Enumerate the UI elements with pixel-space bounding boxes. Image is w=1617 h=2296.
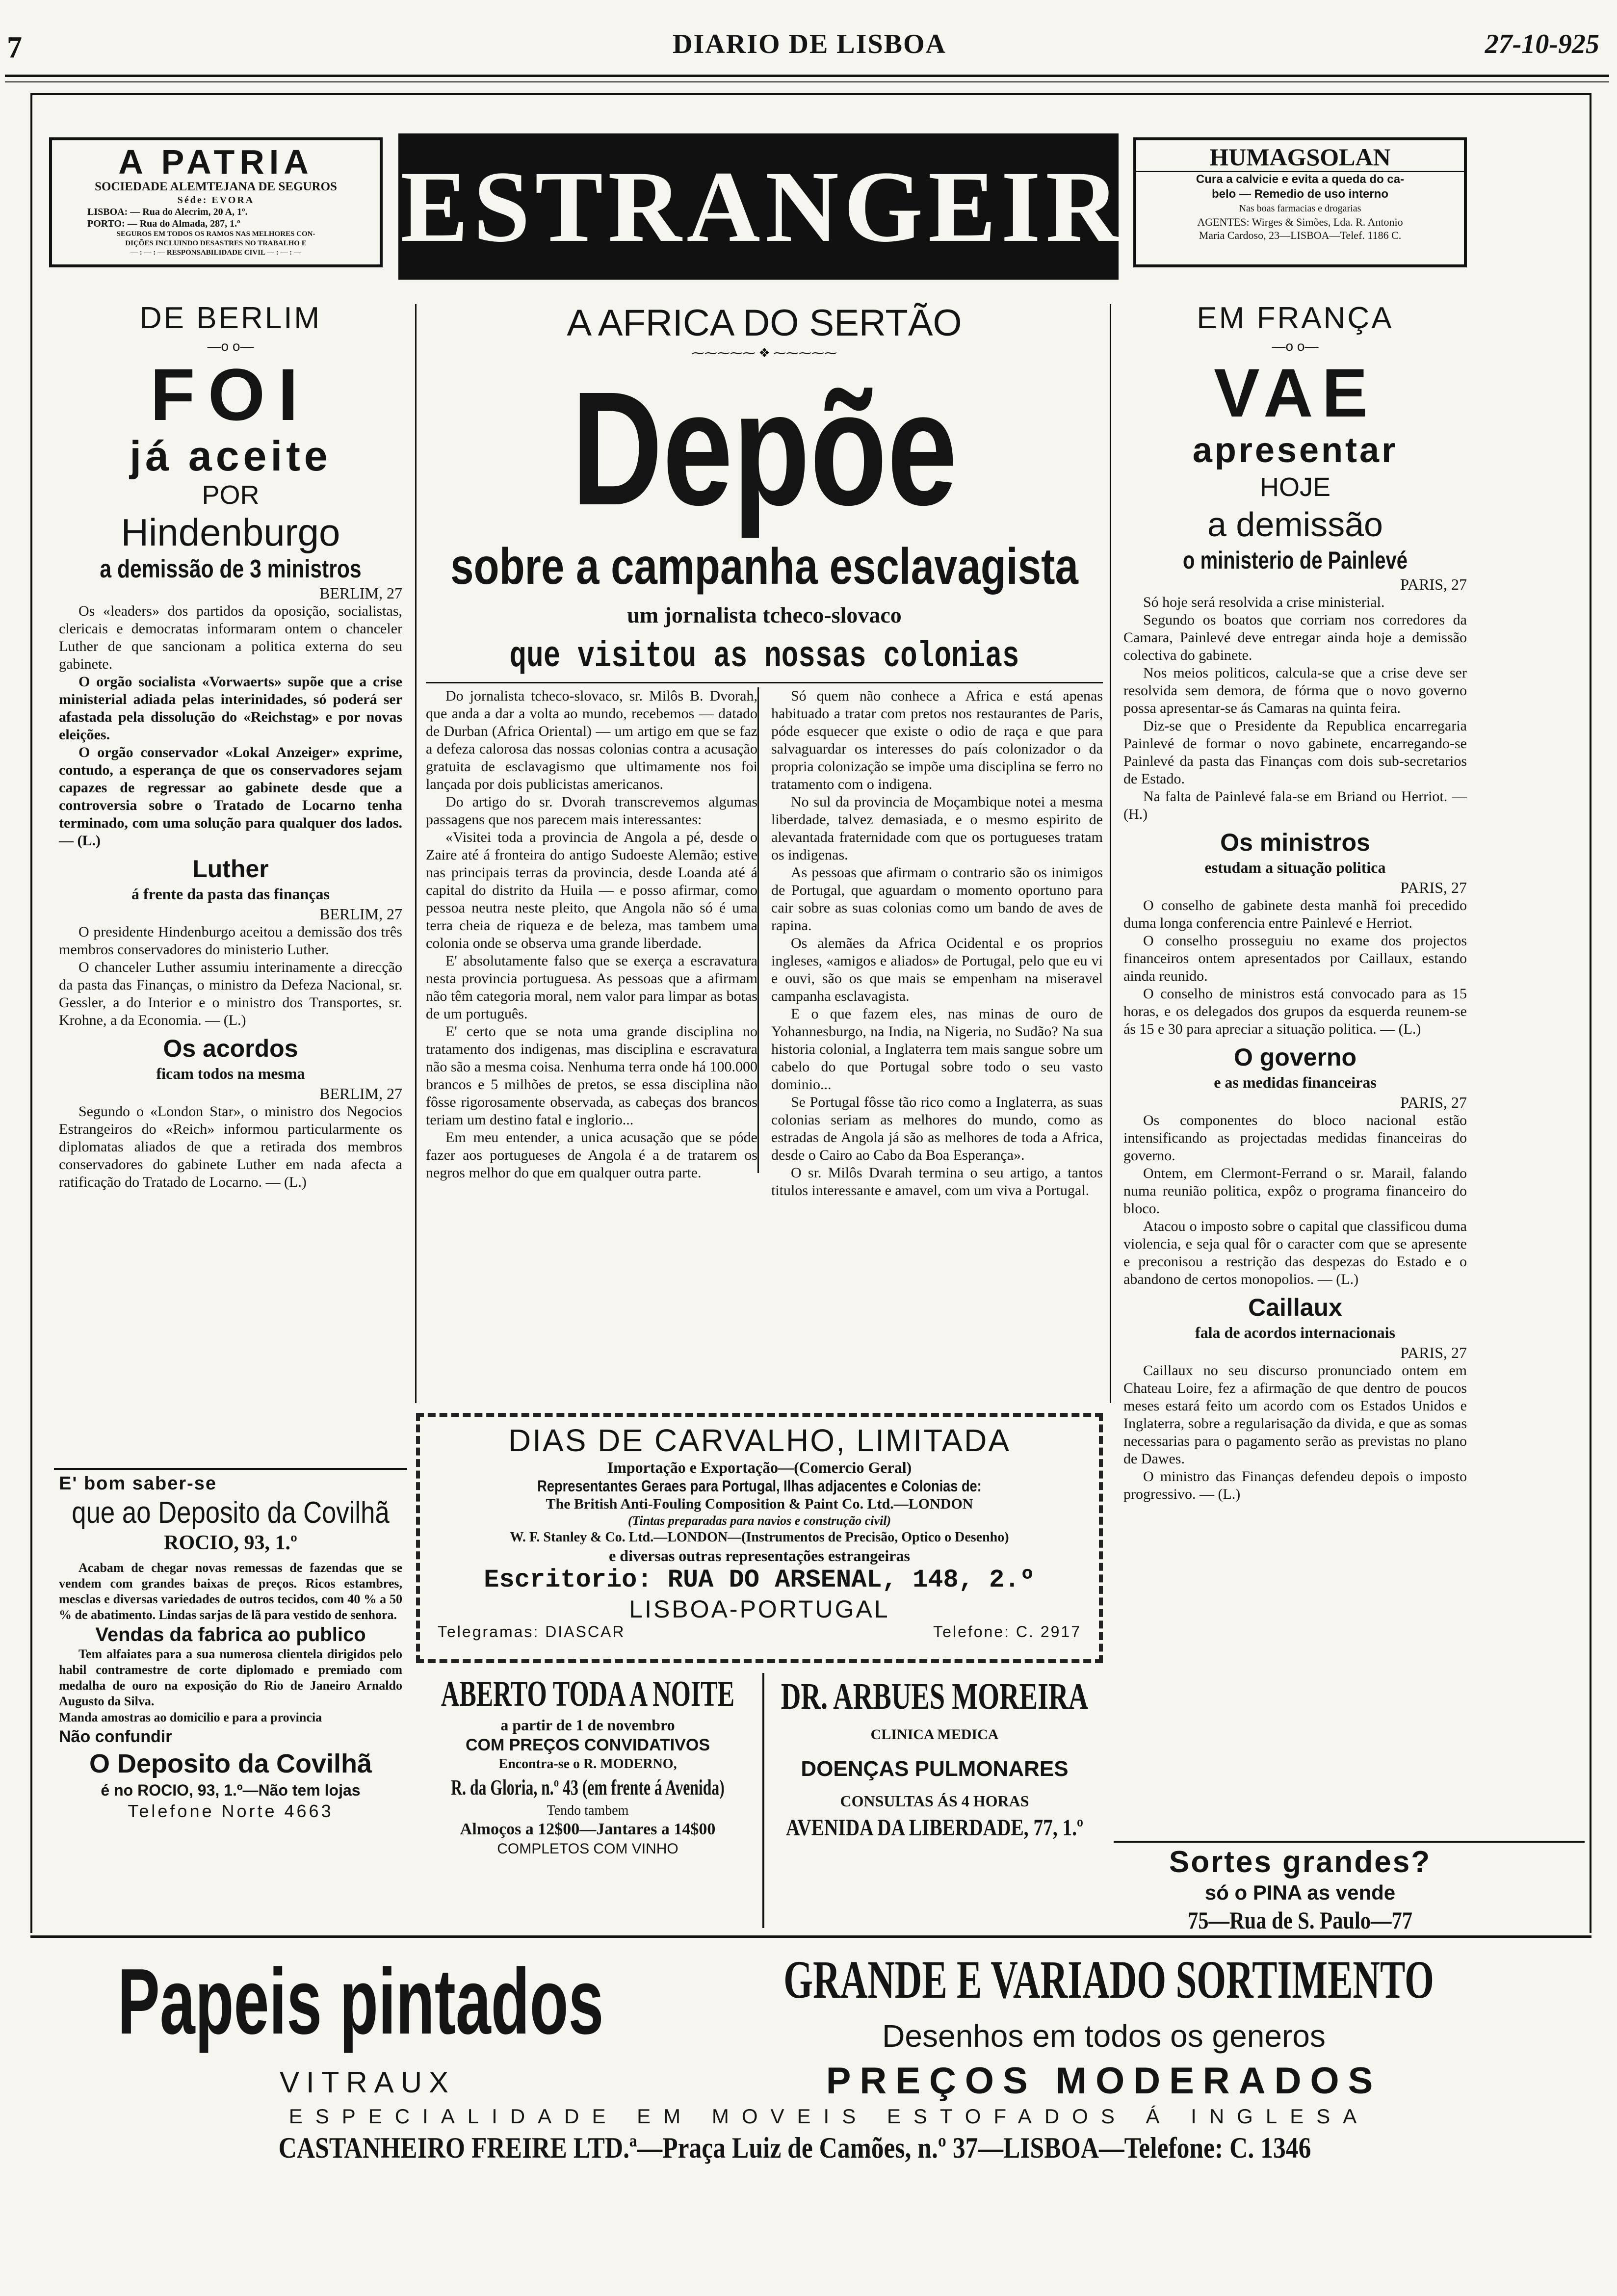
left-para-6: Segundo o «London Star», o ministro dos Negocios Estrangeiros do «Reich» informou particularmente os diplomatas aliados de que a retirada dos membros conservadores do gabinete Luther em nada afecta a ratificação do Tratado de Locarno. — (L.) — [59, 1103, 402, 1190]
right-para-3: Nos meios politicos, calcula-se que a crise deve ser resolvida sem demora, de fórma que o novo governo possa apresentar-se ás Camaras na quinta feira. — [1123, 665, 1467, 716]
newspaper-title: DIARIO DE LISBOA — [673, 29, 946, 59]
right-para-2: Segundo os boatos que corriam nos corredores da Camara, Painlevé deve entregar ainda hoje a demissão colectiva do gabinete. — [1123, 612, 1467, 663]
left-dateline-3: BERLIM, 27 — [319, 1085, 402, 1102]
left-article — [59, 300, 402, 1191]
ad-humagsolan-line5: Maria Cardoso, 23—LISBOA—Telef. 1186 C. — [1199, 229, 1402, 241]
left-para-4: O presidente Hindenburgo aceitou a demissão dos três membros conservadores do ministerio Luther. — [59, 924, 402, 958]
left-sub-2b: ficam todos na mesma — [156, 1065, 305, 1082]
ad-arbues-line2: DOENÇAS PULMONARES — [801, 1757, 1069, 1781]
frame-top — [30, 93, 1591, 95]
right-sub-1: Os ministros — [1220, 829, 1370, 856]
left-para-1: Os «leaders» dos partidos da oposição, socialistas, clericais e democratas informaram ontem o chanceler Luther de que sancionam a politica externa do seu gabinete. — [59, 603, 402, 672]
ad-covilha — [59, 1472, 402, 1822]
right-para-9: Os componentes do bloco nacional estão intensificando as projectadas medidas financeiras do governo. — [1123, 1112, 1467, 1164]
ad-covilha-line3: Vendas da fabrica ao publico — [95, 1624, 366, 1645]
ad-noite-title: ABERTO TODA A NOITE — [441, 1674, 735, 1714]
sortes-divider — [1114, 1841, 1585, 1843]
ad-humagsolan — [1133, 137, 1467, 267]
center-paragraph: Do artigo do sr. Dvorah transcrevemos algumas passagens que nos parecem mais interessantes: — [426, 794, 757, 828]
right-dateline-4: PARIS, 27 — [1400, 1344, 1467, 1361]
right-para-5: Na falta de Painlevé fala-se em Briand ou Herriot. — (H.) — [1123, 788, 1467, 822]
right-headline-3: HOJE — [1259, 472, 1331, 502]
right-sub-2b: e as medidas financeiras — [1214, 1073, 1377, 1091]
right-ornament: —o o— — [1272, 339, 1319, 354]
center-paragraph: Só quem não conhece a Africa e está apenas habituado a tratar com pretos nos restaurantes de Paris, póde esquecer que existe o odio de raça e que para salvaguardar os interesses do país colonizador o da propria colonização se impõe uma disciplina se ferro no tratamento com o indigena. — [771, 688, 1103, 792]
right-para-8: O conselho de ministros está convocado para as 15 horas, e os delegados dos grupos da esquerda reunem-se ás 15 e 30 para apreciar a situação politica. — (L.) — [1123, 986, 1467, 1037]
ad-bottom — [34, 1943, 1590, 2286]
center-paragraph: Os alemães da Africa Ocidental e os proprios ingleses, «amigos e aliados» de Portugal, pelo que eu vi e ouvi, são os que mais se empenham na miseravel campanha esclavagista. — [771, 935, 1103, 1004]
ad-humagsolan-line2: belo — Remedio de uso interno — [1211, 187, 1389, 201]
ad-covilha-body-1 — [59, 1560, 402, 1623]
right-para-10: Ontem, em Clermont-Ferrand o sr. Marail, falando numa reunião politica, expôz o programa financeiro do bloco. — [1123, 1165, 1467, 1217]
ad-covilha-line2: ROCIO, 93, 1.º — [164, 1532, 297, 1554]
ad-carvalho — [416, 1413, 1103, 1663]
left-para-3: O orgão conservador «Lokal Anzeiger» exprime, contudo, a esperança de que os conservadores sejam capazes de regressar ao gabinete desde que a controversia sobre o Tratado de Locarno tenha terminado, com uma solução para qualquer dos lados. — (L.) — [59, 744, 402, 849]
left-headline-5: a demissão de 3 ministros — [100, 555, 362, 583]
section-title: ESTRANGEIRO — [400, 150, 1209, 263]
ad-covilha-line1: que ao Deposito da Covilhã — [72, 1496, 390, 1530]
ad-carvalho-border-bottom — [416, 1659, 1103, 1663]
ad-patria — [49, 137, 383, 267]
center-headline: Depõe — [571, 358, 958, 539]
left-sub-2: Os acordos — [163, 1035, 298, 1062]
ad-covilha-line8: Telefone Norte 4663 — [128, 1801, 334, 1821]
bottom-ad-rule — [30, 1935, 1591, 1938]
center-deck-rule — [426, 682, 1103, 683]
right-para-6: O conselho de gabinete desta manhã foi precedido duma longa conferencia entre Painlevé e Herriot. — [1123, 897, 1467, 931]
left-kicker: DE BERLIM — [139, 301, 322, 335]
ad-carvalho-line4: (Tintas preparadas para navios e construção civil) — [627, 1513, 891, 1528]
ad-patria-porto: PORTO: — Rua do Almada, 287, 1.º — [87, 218, 240, 229]
right-para-12: Caillaux no seu discurso pronunciado ontem em Chateau Loire, fez a afirmação de que dentro de poucos meses estará feito um acordo com os Estados Unidos e Inglaterra, sobre a regularisação da divida, e que as somas necessarias para o pagamento serão as previstas no plano de Dawes. — [1123, 1362, 1467, 1467]
ad-covilha-line7: é no ROCIO, 93, 1.º—Não tem lojas — [101, 1781, 361, 1799]
ad-patria-lisboa: LISBOA: — Rua do Alecrim, 20 A, 1º. — [87, 207, 248, 217]
ad-noite — [416, 1673, 759, 1928]
left-sub-1: Luther — [192, 855, 269, 883]
right-dateline-1: PARIS, 27 — [1400, 575, 1467, 593]
ad-arbues-line4: AVENIDA DA LIBERDADE, 77, 1.º — [785, 1815, 1084, 1841]
ad-humagsolan-line1: Cura a calvicie e evita a queda do ca- — [1196, 173, 1405, 186]
right-para-11: Atacou o imposto sobre o capital que classificou duma violencia, e seja qual fôr o caracter com que se apresente e preconisou a restrição das despezas do Estado e o abandono de certos monopolios. — (L.) — [1123, 1218, 1467, 1287]
right-dateline-2: PARIS, 27 — [1400, 879, 1467, 896]
ad-carvalho-border-left — [416, 1413, 420, 1663]
ad-bottom-line2: ESPECIALIDADE EM MOVEIS ESTOFADOS Á INGLESA — [288, 2105, 1370, 2128]
left-body-2 — [59, 923, 402, 1029]
center-article — [426, 300, 1103, 1200]
ad-bottom-precos: PREÇOS MODERADOS — [826, 2060, 1382, 2102]
center-paragraph: No sul da provincia de Moçambique notei a mesma liberdade, talvez demasiada, e o mesmo espirito de alevantada fraternidade com que os portugueses tratam os indigenas. — [771, 794, 1103, 863]
ad-arbues — [765, 1673, 1104, 1928]
ad-carvalho-border-right — [1099, 1413, 1103, 1663]
ad-humagsolan-line3: Nas boas farmacias e drogarias — [1239, 203, 1361, 214]
ad-arbues-line3: CONSULTAS ÁS 4 HORAS — [840, 1792, 1029, 1810]
masthead-rule-thin — [5, 81, 1609, 82]
ad-covilha-line5: Não confundir — [59, 1727, 172, 1746]
ad-covilha-para-1: Acabam de chegar novas remessas de fazendas que se vendem com grandes baixas de preços. Ricos estambres, mesclas e diversas variedades de outros tecidos, com 40 % a 50 % de abatimento. Lindas sarjas de lã para vestido de senhora. — [59, 1561, 402, 1622]
ad-sortes — [1114, 1845, 1487, 1935]
ad-bottom-right-big: GRANDE E VARIADO SORTIMENTO — [783, 1950, 1434, 2009]
ad-sortes-line2: só o PINA as vende — [1204, 1881, 1396, 1904]
left-divider — [54, 1468, 407, 1470]
left-headline-3: POR — [202, 480, 260, 510]
right-body-2 — [1123, 897, 1467, 1038]
ad-sortes-line3: 75—Rua de S. Paulo—77 — [1187, 1906, 1413, 1934]
right-dateline-3: PARIS, 27 — [1400, 1094, 1467, 1111]
ad-patria-line3: — : — : — RESPONSABILIDADE CIVIL — : — : — — [130, 249, 301, 257]
center-columns — [426, 687, 1103, 1200]
ad-noite-line2: COM PREÇOS CONVIDATIVOS — [465, 1736, 710, 1754]
left-headline-4: Hindenburgo — [121, 511, 340, 554]
center-ornament: ⁓⁓⁓⁓⁓ ❖ ⁓⁓⁓⁓⁓ — [691, 346, 837, 360]
ad-carvalho-line8: LISBOA-PORTUGAL — [629, 1595, 890, 1623]
ad-patria-line1: SEGUROS EM TODOS OS RAMOS NAS MELHORES CON- — [116, 230, 315, 238]
right-headline-1: VAE — [1214, 354, 1377, 431]
right-body-3 — [1123, 1112, 1467, 1288]
ad-carvalho-phone: Telefone: C. 2917 — [933, 1623, 1081, 1641]
ad-humagsolan-line4: AGENTES: Wirges & Simões, Lda. R. Antonio — [1197, 216, 1403, 228]
center-deck-3: que visitou as nossas colonias — [509, 636, 1019, 678]
left-body-1 — [59, 602, 402, 850]
ad-carvalho-line5: W. F. Stanley & Co. Ltd.—LONDON—(Instrumentos de Precisão, Optico o Desenho) — [510, 1530, 1009, 1545]
column-rule-left — [415, 304, 417, 1403]
ad-bottom-line3: CASTANHEIRO FREIRE LTD.ª—Praça Luiz de Camões, n.º 37—LISBOA—Telefone: C. 1346 — [278, 2132, 1311, 2164]
frame-left — [30, 93, 32, 1933]
masthead-rule — [5, 75, 1609, 77]
center-paragraph: As pessoas que afirmam o contrario são os inimigos de Portugal, que aguardam o momento oportuno para cair sobre as suas colonias como um bando de aves de rapina. — [771, 864, 1103, 934]
center-paragraph: E' certo que se nota uma grande disciplina no tratamento dos indigenas, mas disciplina e escravatura não são a mesma coisa. Nenhuma terra onde há 100.000 brancos e 5 milhões de pretos, se essa disciplina não fôsse rigorosamente observada, as cabeças dos brancos teriam um destino fatal e inglorio... — [426, 1023, 757, 1128]
ad-arbues-line1: CLINICA MEDICA — [870, 1726, 999, 1743]
center-paragraph: E' absolutamente falso que se exerça a escravatura nesta provincia portuguesa. As pessoas que a afirmam não têm categoria moral, nem valor para limpar as botas de um português. — [426, 953, 757, 1022]
ad-noite-line4: R. da Gloria, n.º 43 (em frente á Avenida) — [451, 1775, 725, 1800]
ad-noite-line6: Almoços a 12$00—Jantares a 14$00 — [460, 1820, 716, 1838]
right-para-4: Diz-se que o Presidente da Republica encarregaria Painlevé de formar o novo gabinete, encarregando-se Painlevé da pasta das Finanças com dois sub-secretarios de Estado. — [1123, 718, 1467, 787]
ad-carvalho-line1: Importação e Exportação—(Comercio Geral) — [607, 1459, 912, 1476]
center-deck-1: sobre a campanha esclavagista — [450, 538, 1078, 595]
right-sub-1b: estudam a situação politica — [1204, 859, 1386, 876]
ad-bottom-left-big: Papeis pintados — [117, 1950, 604, 2054]
ad-bottom-vitraux: VITRAUX — [280, 2066, 456, 2099]
right-sub-3: Caillaux — [1248, 1294, 1342, 1321]
ad-humagsolan-name: HUMAGSOLAN — [1136, 143, 1464, 172]
left-dateline-1: BERLIM, 27 — [319, 584, 402, 602]
issue-date: 27-10-925 — [1485, 29, 1599, 59]
center-deck-2: um jornalista tcheco-slovaco — [627, 602, 902, 627]
right-kicker: EM FRANÇA — [1197, 301, 1394, 335]
center-paragraph: Se Portugal fôsse tão rico como a Inglaterra, as suas colonias seriam as melhores do mundo, como as estradas de Angola já são as melhores de toda a Africa, desde o Cairo ao Cabo da Boa Esperança». — [771, 1094, 1103, 1163]
ad-covilha-line6: O Deposito da Covilhã — [89, 1749, 372, 1778]
left-sub-1b: á frente da pasta das finanças — [131, 885, 330, 903]
right-para-1: Só hoje será resolvida a crise ministerial. — [1143, 594, 1385, 610]
right-sub-2: O governo — [1233, 1044, 1357, 1071]
ad-carvalho-line6: e diversas outras representações estrangeiras — [609, 1547, 910, 1565]
center-column-1 — [426, 687, 757, 1200]
right-headline-4: a demissão — [1207, 505, 1383, 544]
center-paragraph: E o que fazem eles, nas minas de ouro de Yohannesburgo, na India, na Nigeria, no Sudão? Na sua historia colonial, a Inglaterra tem mais sangue sobre um cabelo do que Portugal sobre todo o seu vasto dominio... — [771, 1006, 1103, 1093]
ad-carvalho-border-top — [416, 1413, 1103, 1417]
ad-patria-name: A PATRIA — [118, 143, 313, 181]
ad-noite-line7: COMPLETOS COM VINHO — [497, 1841, 678, 1857]
ad-carvalho-name: DIAS DE CARVALHO, LIMITADA — [508, 1423, 1011, 1458]
left-para-5: O chanceler Luther assumiu interinamente a direcção da pasta das Finanças, o ministro da Defeza Nacional, sr. Gessler, a do Interior e o ministro dos Transportes, sr. Krohne, a da Economia. — (L.) — [59, 959, 402, 1028]
ad-patria-line2: DIÇÕES INCLUINDO DESASTRES NO TRABALHO E — [125, 239, 307, 247]
page-number: 7 — [7, 31, 22, 64]
right-body-1 — [1123, 594, 1467, 823]
ad-carvalho-line7: Escritorio: RUA DO ARSENAL, 148, 2.º — [484, 1565, 1035, 1594]
center-paragraph: Do jornalista tcheco-slovaco, sr. Milôs B. Dvorah, que anda a dar a volta ao mundo, recebemos — datado de Durban (Africa Oriental) — um artigo em que se faz a defeza calorosa das nossas colonias contra a acusação gratuita de esclavagismo que ultimamente nos foi lançada por dois publicistas americanos. — [426, 688, 757, 792]
center-inner-rule — [757, 687, 759, 1173]
ad-covilha-body-2 — [59, 1646, 402, 1709]
center-column-2 — [771, 687, 1103, 1200]
left-headline-1: FOI — [150, 353, 311, 436]
right-body-4 — [1123, 1362, 1467, 1503]
left-headline-2: já aceite — [130, 433, 332, 480]
ad-arbues-name: DR. ARBUES MOREIRA — [781, 1676, 1089, 1717]
column-rule-right — [1110, 304, 1111, 1403]
right-article — [1123, 300, 1467, 1503]
ad-noite-line1: a partir de 1 de novembro — [500, 1716, 675, 1734]
ad-carvalho-line3: The British Anti-Fouling Composition & Paint Co. Ltd.—LONDON — [546, 1496, 973, 1512]
ad-patria-subtitle: SOCIEDADE ALEMTEJANA DE SEGUROS — [95, 180, 337, 193]
frame-right — [1590, 93, 1591, 1933]
center-paragraph: O sr. Milôs Dvarah termina o seu artigo, a tantos titulos interessante e amavel, com um viva a Portugal. — [771, 1165, 1103, 1199]
ad-sortes-line1: Sortes grandes? — [1169, 1845, 1432, 1879]
left-dateline-2: BERLIM, 27 — [319, 905, 402, 923]
ad-covilha-para-2: Tem alfaiates para a sua numerosa clientela dirigidos pelo habil contramestre de corte diplomado e premiado com medalha de ouro na exposição do Rio de Janeiro Arnaldo Augusto da Silva. — [59, 1647, 402, 1708]
ad-carvalho-telegram: Telegramas: DIASCAR — [438, 1623, 626, 1641]
right-headline-5: o ministerio de Painlevé — [1183, 547, 1408, 574]
ad-covilha-title: E' bom saber-se — [59, 1473, 217, 1494]
right-para-7: O conselho prosseguiu no exame dos projectos financeiros ontem apresentados por Caillaux, estando ainda reunido. — [1123, 933, 1467, 984]
right-headline-2: apresentar — [1192, 431, 1398, 470]
center-kicker: A AFRICA DO SERTÃO — [567, 302, 962, 344]
left-para-2: O orgão socialista «Vorwaerts» supõe que a crise ministerial adiada pelas interinidades, só poderá ser afastada pela dissolução do «Reichstag» e por novas eleições. — [59, 674, 402, 743]
left-ornament: —o o— — [207, 339, 254, 354]
right-sub-3b: fala de acordos internacionais — [1195, 1324, 1395, 1341]
ad-covilha-line4: Manda amostras ao domicilio e para a provincia — [59, 1710, 322, 1724]
ad-noite-line3: Encontra-se o R. MODERNO, — [498, 1756, 677, 1772]
right-para-13: O ministro das Finanças defendeu depois o imposto progressivo. — (L.) — [1123, 1468, 1467, 1502]
ad-bottom-line1: Desenhos em todos os generos — [882, 2018, 1326, 2054]
center-paragraph: Em meu entender, a unica acusação que se póde fazer aos portugueses de Angola é a de tratarem os negros melhor do que em qualquer outra parte. — [426, 1129, 757, 1181]
ad-carvalho-line2: Representantes Geraes para Portugal, Ilhas adjacentes e Colonias de: — [537, 1477, 982, 1495]
section-banner — [398, 133, 1209, 280]
center-paragraph: «Visitei toda a provincia de Angola a pé, desde o Zaire até á fronteira do antigo Sudoeste Alemão; estive nas principais terras da provincia, desde Loanda até á capital do distrito da Huila — e posso afirmar, como pessoa neutra neste pleito, que Angola não só é uma terra cheia de riqueza e de beleza, mas tambem uma colonia onde se observa uma grande liberdade. — [426, 829, 757, 951]
ad-patria-sede: Séde: EVORA — [177, 195, 255, 206]
ad-noite-line5: Tendo tambem — [547, 1803, 629, 1818]
left-body-3 — [59, 1103, 402, 1191]
